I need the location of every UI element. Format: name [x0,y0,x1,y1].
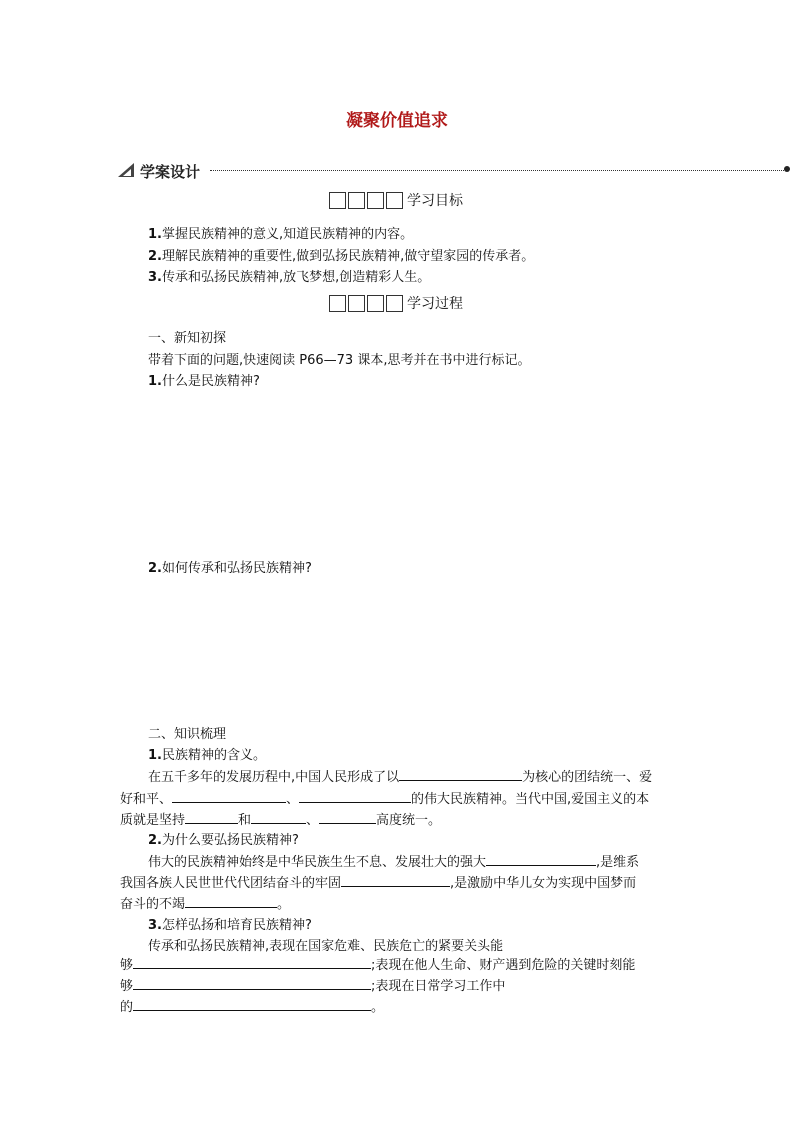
blank-field[interactable] [172,789,286,803]
section-label: 学案设计 [140,163,201,181]
part1-title: 一、新知初探 [148,331,227,346]
blank-field[interactable] [133,997,371,1011]
divider-end-dot [784,166,790,172]
heading-box [386,192,403,209]
blank-field[interactable] [185,810,238,824]
goal-item: 1.掌握民族精神的意义,知道民族精神的内容。 [148,227,414,242]
blank-field[interactable] [319,810,376,824]
goal-item: 2.理解民族精神的重要性,做到弘扬民族精神,做守望家园的传承者。 [148,249,535,264]
knowledge-3-line-4: 的 。 [120,996,384,1015]
blank-field[interactable] [299,789,411,803]
heading-box [367,192,384,209]
heading-box [329,295,346,312]
goal-item: 3.传承和弘扬民族精神,放飞梦想,创造精彩人生。 [148,270,431,285]
blank-field[interactable] [341,873,450,887]
knowledge-1-line-1: 在五千多年的发展历程中,中国人民形成了以 为核心的团结统一、爱 [148,766,652,785]
process-heading-label: 学习过程 [407,296,463,312]
blank-field[interactable] [251,810,306,824]
section-header [118,160,790,180]
knowledge-1-title: 1.民族精神的含义。 [148,748,266,763]
heading-box [367,295,384,312]
blank-field[interactable] [486,852,596,866]
question-2: 2.如何传承和弘扬民族精神? [148,561,312,576]
process-heading [329,293,463,313]
blank-field[interactable] [399,767,522,781]
knowledge-2-line-3: 奋斗的不竭 。 [120,893,290,912]
knowledge-1-line-2: 好和平、 、 的伟大民族精神。当代中国,爱国主义的本 [120,788,649,807]
heading-box [348,192,365,209]
goals-heading [329,190,463,210]
heading-box [386,295,403,312]
knowledge-3-title: 3.怎样弘扬和培育民族精神? [148,918,312,933]
knowledge-1-line-3: 质就是坚持 和 、 高度统一。 [120,809,441,828]
document-title: 凝聚价值追求 [346,111,448,131]
goals-heading-label: 学习目标 [407,193,463,209]
knowledge-3-line-1: 传承和弘扬民族精神,表现在国家危难、民族危亡的紧要关头能 [148,939,504,954]
heading-box [329,192,346,209]
blank-field[interactable] [133,955,371,969]
knowledge-2-title: 2.为什么要弘扬民族精神? [148,833,299,848]
question-1: 1.什么是民族精神? [148,374,260,389]
blank-field[interactable] [185,894,277,908]
part1-intro: 带着下面的问题,快速阅读 P66—73 课本,思考并在书中进行标记。 [148,353,531,368]
knowledge-3-line-3: 够 ;表现在日常学习工作中 [120,975,505,994]
part2-title: 二、知识梳理 [148,727,227,742]
knowledge-2-line-2: 我国各族人民世世代代团结奋斗的牢固 ,是激励中华儿女为实现中国梦而 [120,872,636,891]
triangle-icon [118,163,134,177]
blank-field[interactable] [133,976,371,990]
knowledge-3-line-2: 够 ;表现在他人生命、财产遇到危险的关键时刻能 [120,954,635,973]
heading-box [348,295,365,312]
knowledge-2-line-1: 伟大的民族精神始终是中华民族生生不息、发展壮大的强大 ,是维系 [148,851,639,870]
dotted-divider [210,170,784,171]
